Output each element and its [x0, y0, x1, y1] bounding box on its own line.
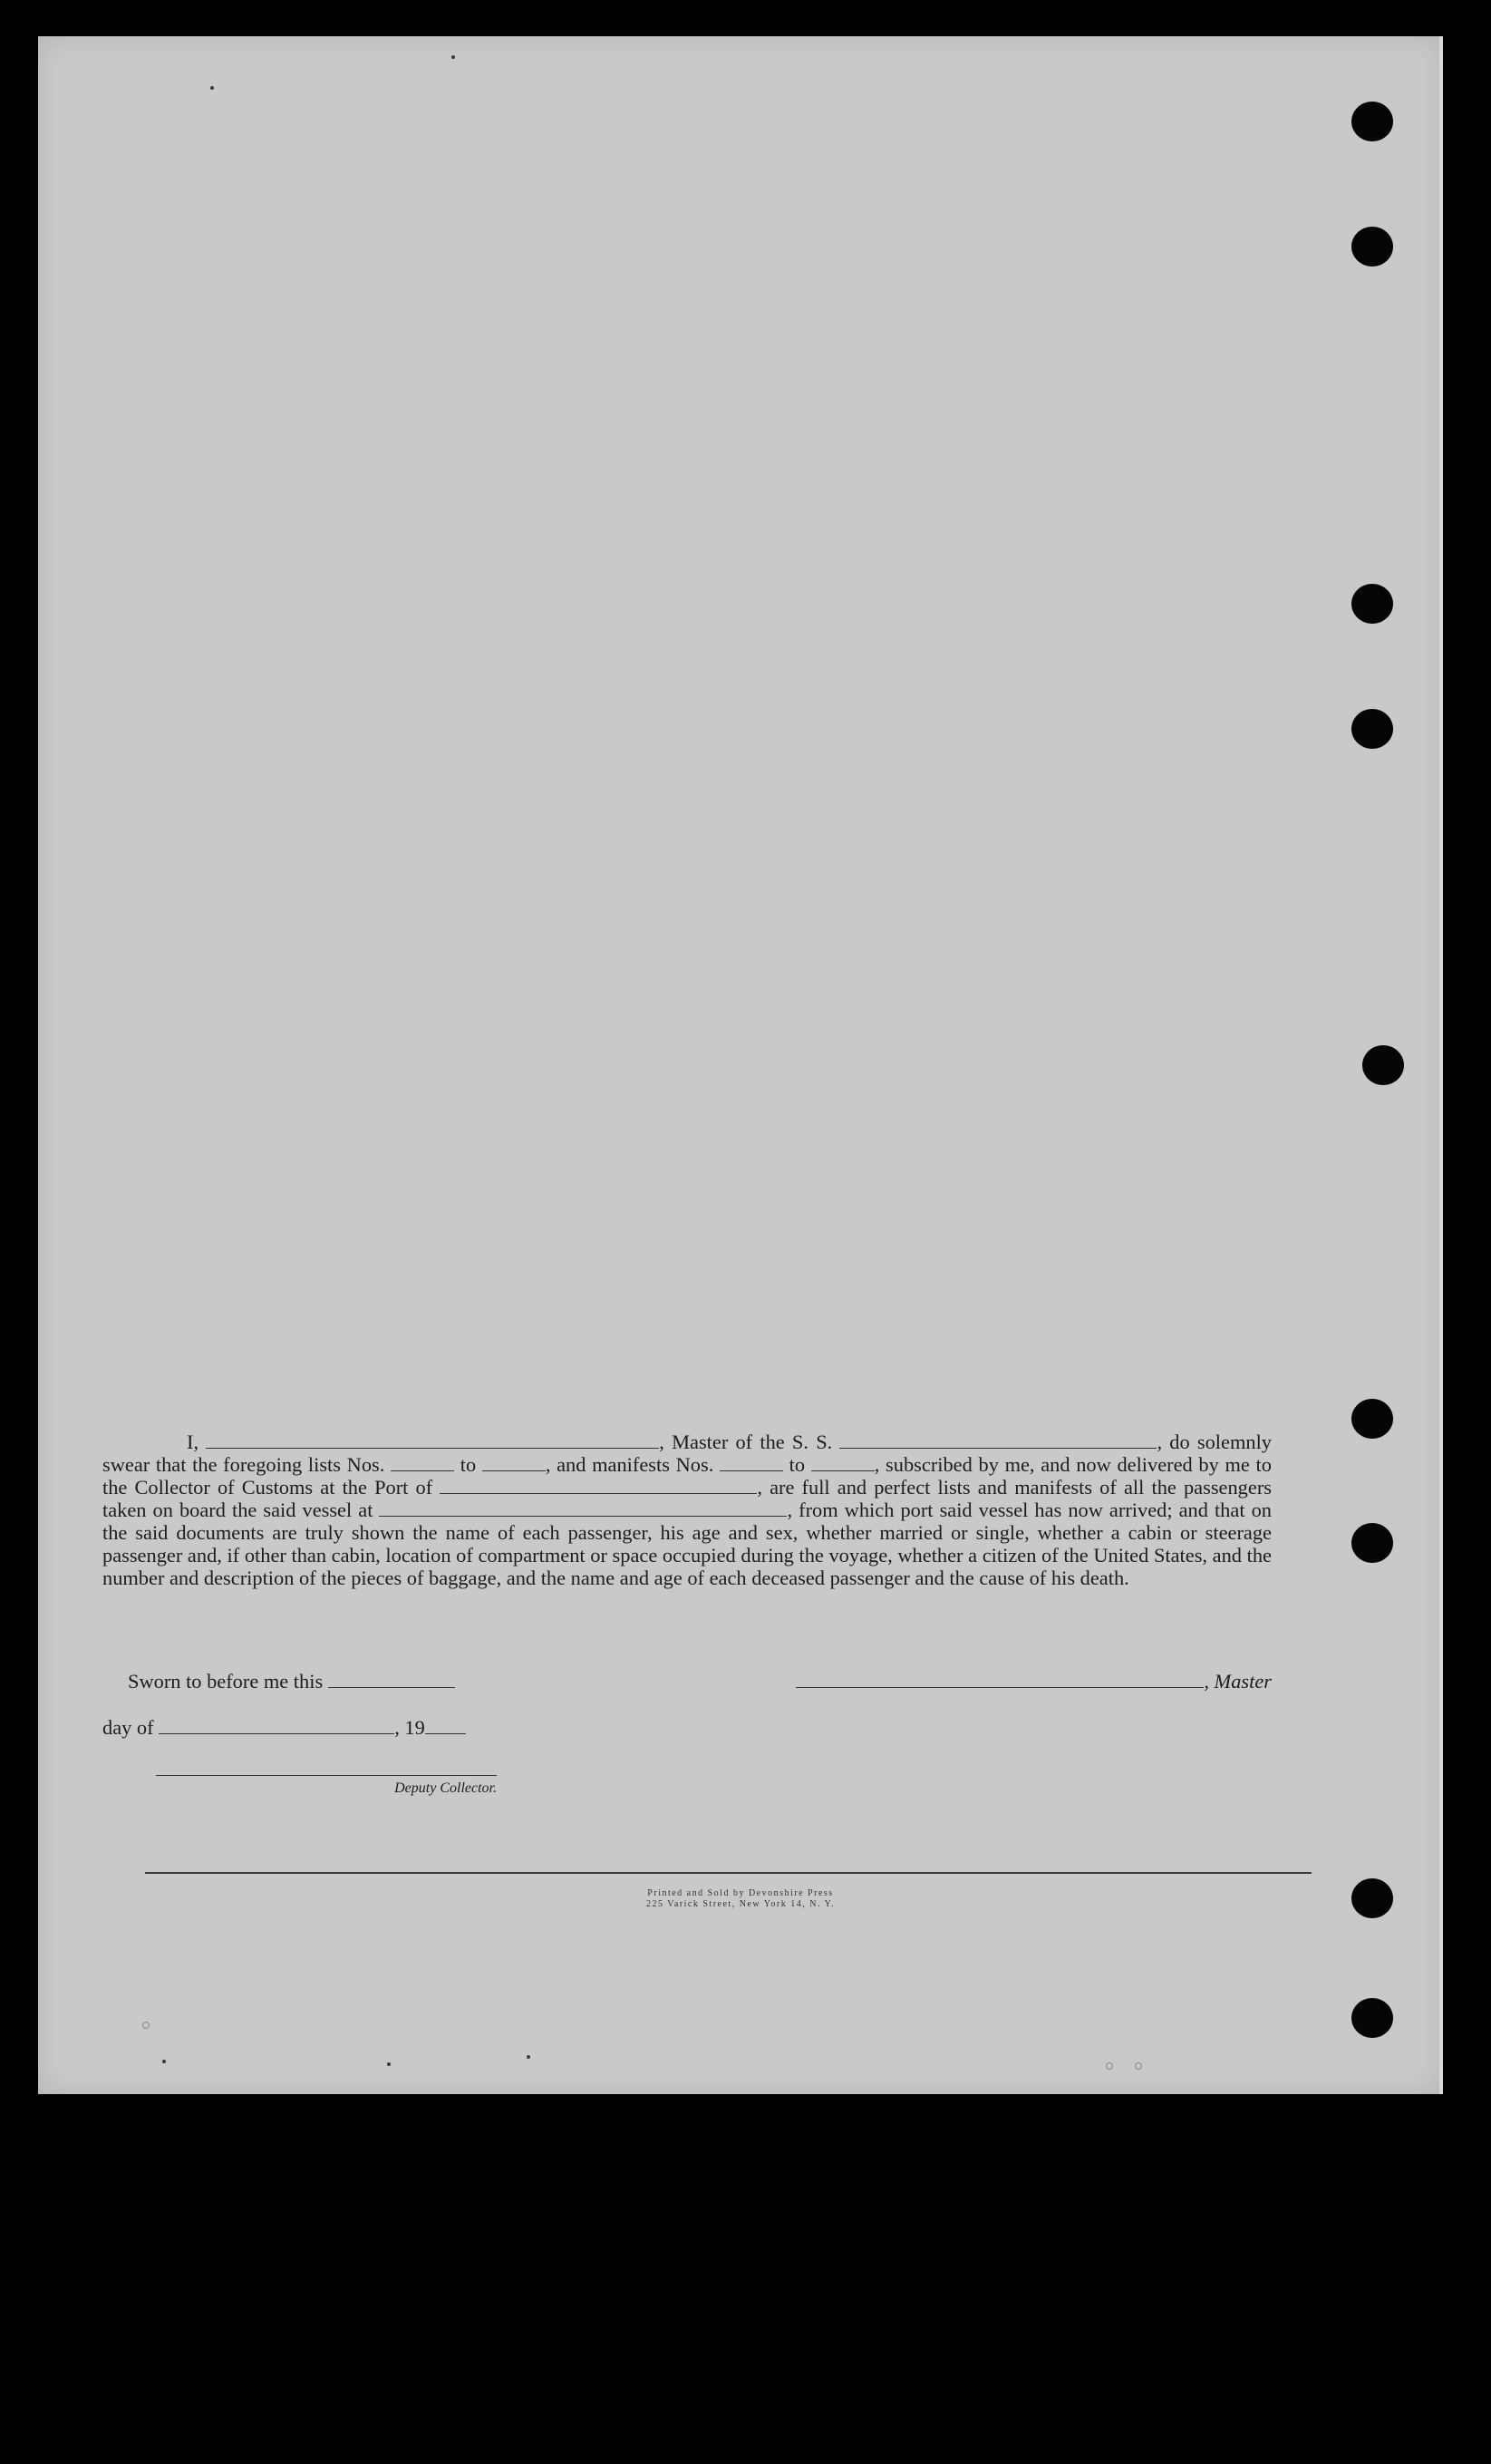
speck	[210, 86, 214, 90]
speck	[527, 2055, 530, 2059]
speck	[387, 2062, 391, 2066]
sworn-text: Sworn to before me this	[128, 1670, 324, 1693]
manifests-to-field[interactable]	[811, 1455, 875, 1471]
deputy-signature-field[interactable]	[156, 1766, 497, 1776]
lists-to-field[interactable]	[482, 1455, 546, 1471]
vessel-name-field[interactable]	[839, 1432, 1157, 1449]
oath-full-perfect: , are full and perfect lists and	[757, 1476, 1008, 1499]
manifests-from-field[interactable]	[720, 1455, 783, 1471]
port-field[interactable]	[440, 1478, 757, 1494]
page-edge	[1439, 36, 1443, 2094]
speck	[142, 2022, 150, 2029]
master-label: , Master	[1204, 1670, 1272, 1693]
oath-to-2: to	[789, 1453, 806, 1476]
master-signature-field[interactable]	[796, 1672, 1204, 1688]
oath-i: I,	[187, 1431, 199, 1453]
speck	[1106, 2062, 1113, 2070]
master-oath	[102, 1431, 1272, 1589]
footer-rule	[145, 1872, 1312, 1874]
printer-line-2: 225 Varick Street, New York 14, N. Y.	[645, 1899, 836, 1909]
punch-hole	[1351, 227, 1393, 267]
punch-hole	[1351, 1998, 1393, 2038]
punch-hole	[1351, 584, 1393, 624]
oath-delivered: delivered by me to the Collector of Customs at the Port of	[102, 1453, 1272, 1499]
sworn-row	[102, 1670, 1272, 1697]
year-label: , 19	[394, 1716, 425, 1739]
sworn-left	[128, 1670, 455, 1693]
year-field[interactable]	[425, 1718, 466, 1734]
oath-manifests-all: manifests of all the passengers taken on board the said vessel at	[102, 1476, 1272, 1521]
oath-subscribed: , subscribed by me, and now	[874, 1453, 1111, 1476]
oath-swear: swear that the foregoing lists Nos.	[102, 1453, 385, 1476]
day-of-label: day of	[102, 1716, 154, 1739]
punch-hole	[1351, 102, 1393, 141]
date-row	[102, 1716, 466, 1740]
speck	[451, 55, 455, 59]
form-page	[38, 36, 1443, 2094]
punch-hole	[1351, 1523, 1393, 1563]
oath-from-which: , from which	[787, 1499, 895, 1521]
printer-line-1: Printed and Sold by Devonshire Press	[647, 1888, 834, 1898]
punch-hole	[1351, 709, 1393, 749]
sworn-day-field[interactable]	[328, 1672, 455, 1688]
punch-hole	[1362, 1045, 1404, 1085]
oath-do-solemnly: , do solemnly	[1157, 1431, 1272, 1453]
master-name-field[interactable]	[206, 1432, 659, 1449]
speck	[162, 2060, 166, 2063]
punch-hole	[1351, 1399, 1393, 1439]
departure-port-field[interactable]	[379, 1500, 787, 1517]
oath-to: to	[460, 1453, 477, 1476]
month-field[interactable]	[159, 1718, 394, 1734]
oath-rest: port said vessel has now arrived; and that on the said documents are truly shown the name of each passenger, his age and sex, whether married or single, whether a cabin or steerage passenger and, if other than cabin, location of compartment or space occupied during the voyage, whether a citizen of the United States, and the number and description of the pieces of baggage, and the name and age of each deceased passenger and the cause of his death.	[102, 1499, 1272, 1589]
lists-from-field[interactable]	[391, 1455, 454, 1471]
deputy-collector-signature	[156, 1766, 497, 1796]
oath-and-manifests: , and manifests Nos.	[545, 1453, 714, 1476]
oath-paragraph	[102, 1431, 1272, 1589]
deputy-collector-label: Deputy Collector.	[394, 1780, 497, 1796]
master-signature	[796, 1670, 1272, 1693]
speck	[1135, 2062, 1142, 2070]
oath-master-of: , Master of the S. S.	[659, 1431, 833, 1453]
